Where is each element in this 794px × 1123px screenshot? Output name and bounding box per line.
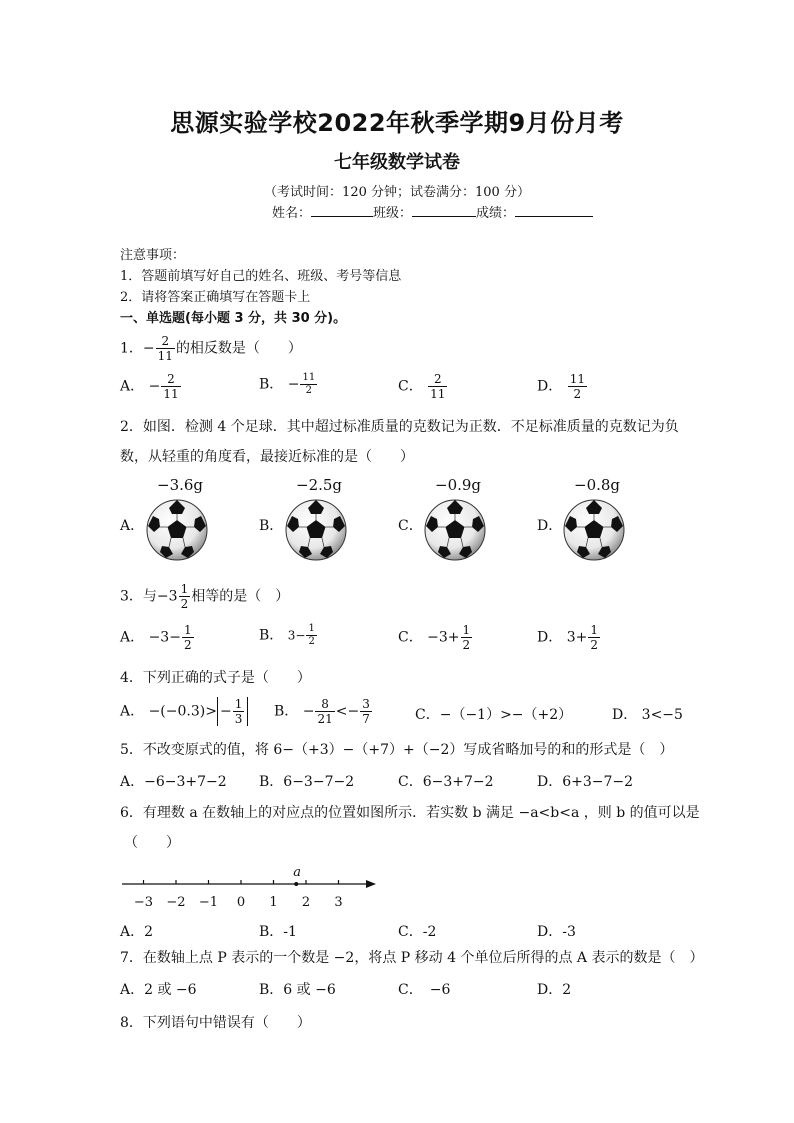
question-2-line-1: 2．如图．检测 4 个足球．其中超过标准质量的克数记为正数．不足标准质量的克数记为负 (120, 419, 679, 435)
note-item-1: 1．答题前填写好自己的姓名、班级、考号等信息 (120, 269, 402, 284)
ball-b-mass: −2.5g (296, 476, 343, 494)
name-field[interactable] (311, 202, 373, 217)
question-5-option-b[interactable]: B．6−3−7−2 (259, 774, 355, 790)
score-field[interactable] (515, 202, 593, 217)
point-a-marker (294, 882, 298, 886)
ball-d-mass: −0.8g (574, 476, 621, 494)
question-6-option-c[interactable]: C．-2 (398, 924, 437, 940)
point-a-label: a (293, 865, 302, 880)
ball-c-mass: −0.9g (435, 476, 482, 494)
ball-a-mass: −3.6g (157, 476, 204, 494)
question-1-option-a[interactable]: A． − $\frac{2}{11}$ (120, 372, 179, 401)
ball-d-option-label[interactable]: D． (537, 518, 563, 534)
note-item-2: 2．请将答案正确填写在答题卡上 (120, 290, 311, 305)
exam-title: 思源实验学校2022年秋季学期9月份月考 (170, 109, 624, 137)
question-5-option-a[interactable]: A．−6−3+7−2 (120, 774, 227, 790)
name-label: 姓名： (272, 206, 312, 221)
question-4-option-a[interactable]: A． −(−0.3)> − $\frac{1}{3}$ (120, 697, 248, 726)
question-5-option-c[interactable]: C．6−3+7−2 (398, 774, 494, 790)
question-1-option-d[interactable]: D． $\frac{11}{2}$ (537, 372, 585, 401)
question-6-option-d[interactable]: D．-3 (537, 924, 576, 940)
question-1-stem: 1．− $\frac{2}{11}$ 的相反数是（ ） (120, 334, 302, 363)
question-3-option-c[interactable]: C． −3+ $\frac{1}{2}$ (398, 623, 471, 652)
number-line-tick-label: −2 (166, 895, 186, 910)
number-line-tick-label: 1 (269, 895, 278, 910)
question-6-line-1: 6．有理数 a 在数轴上的对应点的位置如图所示．若实数 b 满足 −a<b<a ，则 b 的值可以是 (120, 805, 700, 821)
question-4-option-b[interactable]: B． − $\frac{8}{21}$ <− $\frac{3}{7}$ (274, 697, 370, 726)
soccer-ball-b-image (286, 500, 346, 560)
soccer-ball-d-image (564, 500, 624, 560)
question-4-option-c[interactable]: C．−（−1）>−（+2） (415, 707, 573, 723)
exam-subtitle: 七年级数学试卷 (334, 152, 460, 173)
class-label: 班级： (373, 206, 413, 221)
question-5-stem: 5．不改变原式的值，将 6−（+3）−（+7）+（−2）写成省略加号的和的形式是（ ） (120, 742, 674, 758)
question-1-option-b[interactable]: B． − $\frac{11}{2}$ (259, 372, 316, 396)
question-1-option-c[interactable]: C． $\frac{2}{11}$ (398, 372, 446, 401)
ball-b-option-label[interactable]: B． (259, 518, 284, 534)
question-3-option-d[interactable]: D． 3+ $\frac{1}{2}$ (537, 623, 598, 652)
notes-heading: 注意事项： (120, 248, 186, 263)
ball-c-option-label[interactable]: C． (398, 518, 423, 534)
question-7-stem: 7．在数轴上点 P 表示的一个数是 −2，将点 P 移动 4 个单位后所得的点 A 表示的数是（ ） (120, 950, 704, 966)
question-7-option-d[interactable]: D．2 (537, 982, 572, 998)
question-3-stem: 3．与−3 $\frac{1}{2}$ 相等的是（ ） (120, 582, 290, 611)
number-line-figure (122, 865, 376, 910)
soccer-ball-c-image (425, 500, 485, 560)
question-2-line-2: 数，从轻重的角度看，最接近标准的是（ ） (120, 449, 414, 465)
question-4-stem: 4．下列正确的式子是（ ） (120, 670, 311, 686)
number-line-arrow-icon (366, 880, 376, 888)
question-3-option-a[interactable]: A． −3− $\frac{1}{2}$ (120, 623, 192, 652)
number-line-tick-label: −1 (198, 895, 219, 910)
score-label: 成绩： (476, 206, 516, 221)
student-info-line (272, 202, 593, 221)
number-line-tick-label: 2 (301, 895, 311, 910)
exam-info: （考试时间：120 分钟；试卷满分：100 分） (264, 185, 530, 200)
question-7-option-a[interactable]: A．2 或 −6 (120, 982, 197, 998)
question-3-option-b[interactable]: B． 3− $\frac{1}{2}$ (259, 623, 315, 647)
question-6-option-a[interactable]: A．2 (120, 924, 154, 940)
question-7-option-c[interactable]: C． −6 (398, 982, 451, 998)
question-7-option-b[interactable]: B．6 或 −6 (259, 982, 336, 998)
ball-a-option-label[interactable]: A． (120, 518, 145, 534)
soccer-ball-a-image (147, 500, 207, 560)
number-line-tick-label: 3 (334, 895, 343, 910)
class-field[interactable] (412, 202, 476, 217)
question-6-option-b[interactable]: B．-1 (259, 924, 297, 940)
number-line-tick-label: 0 (236, 895, 246, 910)
question-8-stem: 8．下列语句中错误有（ ） (120, 1015, 311, 1031)
question-6-line-2: （ ） (124, 835, 180, 851)
number-line-tick-label: −3 (133, 895, 154, 910)
question-5-option-d[interactable]: D．6+3−7−2 (537, 774, 634, 790)
question-4-option-d[interactable]: D． 3<−5 (612, 707, 683, 723)
section-heading: 一、单选题(每小题 3 分，共 30 分)。 (120, 311, 347, 326)
